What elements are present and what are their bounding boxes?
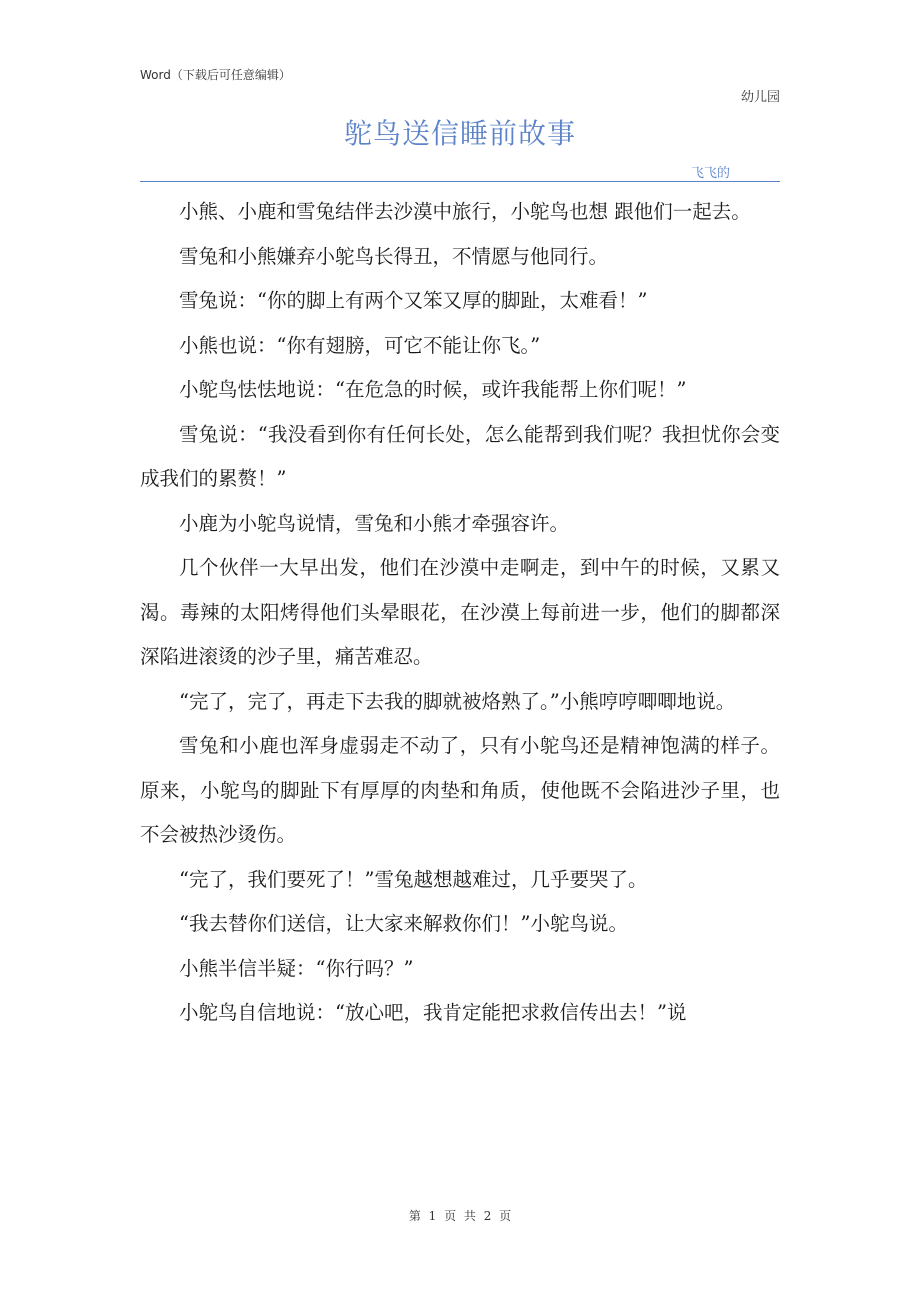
paragraph: “完了，我们要死了！”雪兔越想越难过，几乎要哭了。 <box>179 867 648 891</box>
paragraph: 小熊也说：“你有翅膀，可它不能让你飞。” <box>179 333 541 357</box>
paragraph: 小鸵鸟怯怯地说：“在危急的时候，或许我能帮上你们呢！” <box>179 378 687 401</box>
paragraph: 雪兔说：“你的脚上有两个又笨又厚的脚趾，太难看！” <box>179 289 648 312</box>
paragraph: 小鸵鸟自信地说：“放心吧，我肯定能把求救信传出去！”说 <box>179 1001 687 1024</box>
paragraph: 小熊、小鹿和雪兔结伴去沙漠中旅行，小鸵鸟也想 跟他们一起去。 <box>179 200 751 223</box>
paragraph: 雪兔和小熊嫌弃小鸵鸟长得丑，不情愿与他同行。 <box>179 244 609 268</box>
paragraph: “我去替你们送信，让大家来解救你们！”小鸵鸟说。 <box>179 912 628 935</box>
title-divider <box>140 181 780 182</box>
document-title: 鸵鸟送信睡前故事 <box>343 117 576 150</box>
paragraph: 雪兔和小鹿也浑身虚弱走不动了，只有小鸵鸟还是精神饱满的样子。原来，小鸵鸟的脚趾下有厚厚的肉垫和角质，使他既不会陷进沙子里，也不会被热沙烫伤。 <box>140 734 780 846</box>
paragraph: 小鹿为小鸵鸟说情，雪兔和小熊才牵强容许。 <box>179 511 570 535</box>
header-note: Word（下载后可任意编辑） <box>140 68 291 82</box>
paragraph: “完了，完了，再走下去我的脚就被烙熟了。”小熊哼哼唧唧地说。 <box>179 689 736 713</box>
story-body <box>140 190 780 1036</box>
paragraph: 雪兔说：“我没看到你有任何长处，怎么能帮到我们呢？我担忧你会变成我们的累赘！” <box>140 422 780 490</box>
paragraph: 小熊半信半疑：“你行吗？” <box>179 956 414 980</box>
header-category: 幼儿园 <box>740 90 780 105</box>
paragraph: 几个伙伴一大早出发，他们在沙漠中走啊走，到中午的时候，又累又渴。毒辣的太阳烤得他们头晕眼花，在沙漠上每前进一步，他们的脚都深深陷进滚烫的沙子里，痛苦难忍。 <box>140 556 780 668</box>
author-name: 飞飞的 <box>690 166 730 181</box>
page-number: 第 1 页 共 2 页 <box>408 1209 512 1223</box>
